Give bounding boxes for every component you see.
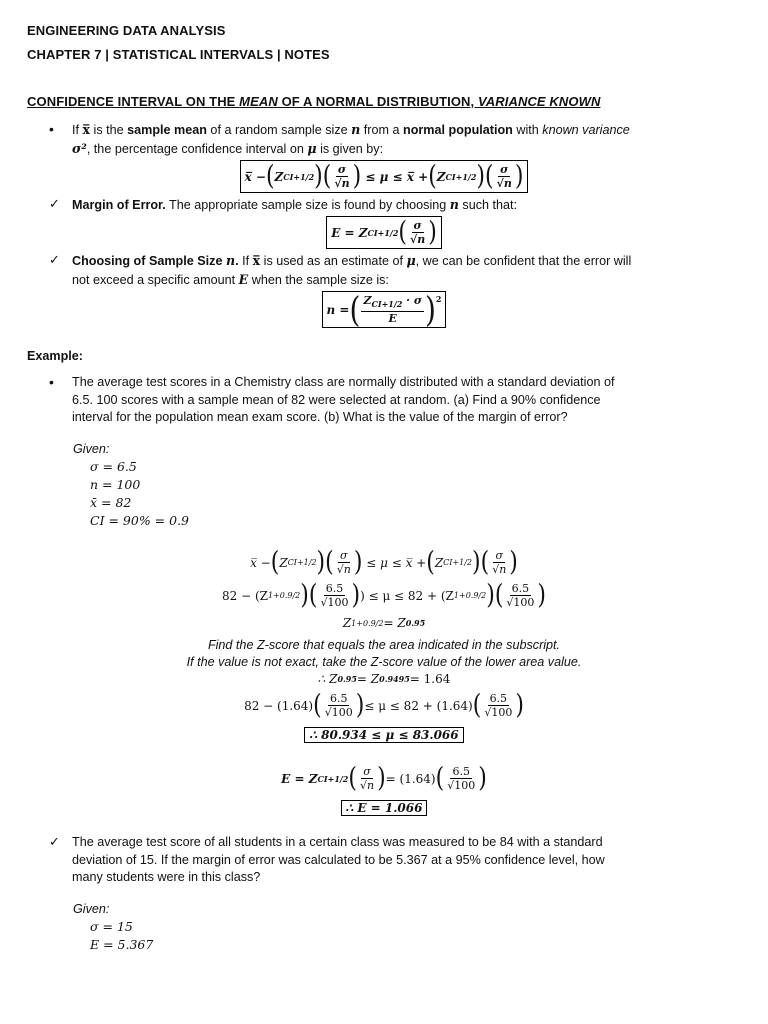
formula-ci-box: x̅ − ( Z CI+1/2 ) ( $\frac{\sigma}{√n}$ ) ≤ μ ≤ x̅ + ( Z CI+1/2 ) ( $\frac{\sigma}{√n}$ ): [240, 160, 529, 193]
given-n: n = 100: [90, 477, 141, 492]
section-heading: CONFIDENCE INTERVAL ON THE MEAN OF A NORMAL DISTRIBUTION, VARIANCE KNOWN: [27, 94, 601, 109]
note-lower-area: If the value is not exact, take the Z-score value of the lower area value.: [186, 655, 582, 669]
check-icon: ✓: [49, 252, 60, 267]
formula-n-row: [0, 288, 768, 330]
eq5-interval: 82 − (1.64) ( $\frac{6.5}{√100}$ ) ≤ μ ≤ 82 + (1.64) ( $\frac{6.5}{√100}$ ): [244, 689, 524, 721]
given-label: Given:: [73, 442, 110, 456]
eq2-substitution: 82 − (Z 1+0.9/2 ) ( $\frac{6.5}{√100}$ ) ) ≤ μ ≤ 82 + (Z 1+0.9/2 ) ( $\frac{6.5}{√100}$ ): [221, 579, 547, 611]
bullet1-text: If x̅ is the sample mean of a random sample size n from a normal population with known variance σ², the percentage confidence interval on μ is given by:: [72, 122, 630, 156]
note-find-zscore: Find the Z-score that equals the area indicated in the subscript.: [207, 638, 561, 652]
bullet-icon: •: [49, 121, 54, 137]
given-ci: CI = 90% = 0.9: [90, 513, 190, 528]
eq3-zscore: Z 1+0.9/2 = Z 0.95: [342, 616, 426, 630]
eq1-ci-formula: x̅ − ( Z CI+1/2 ) ( $\frac{\sigma}{√n}$ ) ≤ μ ≤ x̅ + ( Z CI+1/2 ) ( $\frac{\sigma}{√n}$ ): [250, 546, 518, 578]
margin-of-error-text: Margin of Error. The appropriate sample size is found by choosing n such that:: [72, 197, 518, 212]
eq6-margin: E = Z CI+1/2 ( $\frac{\sigma}{√n}$ ) = (1.64) ( $\frac{6.5}{√100}$ ): [281, 762, 487, 794]
answer2-row: [0, 799, 768, 817]
example-label: Example:: [27, 349, 83, 363]
bullet-icon: •: [49, 374, 54, 390]
given-xbar: x̄ = 82: [90, 495, 132, 510]
problem2-text: The average test score of all students in a certain class was measured to be 84 with a standard deviation of 15. If the margin of error was calculated to be 5.367 at a 95% confidence level, how many students were in this class?: [72, 835, 605, 884]
answer1-box: ∴ 80.934 ≤ μ ≤ 83.066: [304, 727, 463, 743]
sample-size-text: Choosing of Sample Size n. If x̅ is used as an estimate of μ, we can be confident that the error will not exceed a specific amount E when the sample size is:: [72, 253, 632, 287]
check-icon: ✓: [49, 196, 60, 211]
answer1-row: [0, 726, 768, 744]
example-problem: The average test scores in a Chemistry class are normally distributed with a standard deviation of 6.5. 100 scores with a sample mean of 82 were selected at random. (a) Find a 90% confidence interval for the population mean exam score. (b) What is the value of the margin of error?: [72, 375, 615, 424]
given-sigma: σ = 6.5: [90, 459, 137, 474]
answer2-box: ∴ E = 1.066: [341, 800, 428, 816]
formula-e-row: [0, 216, 768, 249]
formula-e-box: E = Z CI+1/2 ( $\frac{\sigma}{√n}$ ): [326, 216, 442, 249]
document-title: ENGINEERING DATA ANALYSIS: [27, 23, 226, 38]
formula-ci-row: [0, 160, 768, 193]
check-icon: ✓: [49, 834, 60, 849]
given2-e: E = 5.367: [90, 937, 154, 952]
given2-sigma: σ = 15: [90, 919, 133, 934]
eq4-zvalue: ∴ Z 0.95 = Z 0.9495 = 1.64: [317, 672, 451, 686]
given2-label: Given:: [73, 902, 110, 916]
chapter-title: CHAPTER 7 | STATISTICAL INTERVALS | NOTES: [27, 47, 330, 62]
formula-n-box: n = ( $\frac{Z_{CI+1/2} \cdot \sigma}{E}$ ) $^2$: [322, 291, 447, 328]
